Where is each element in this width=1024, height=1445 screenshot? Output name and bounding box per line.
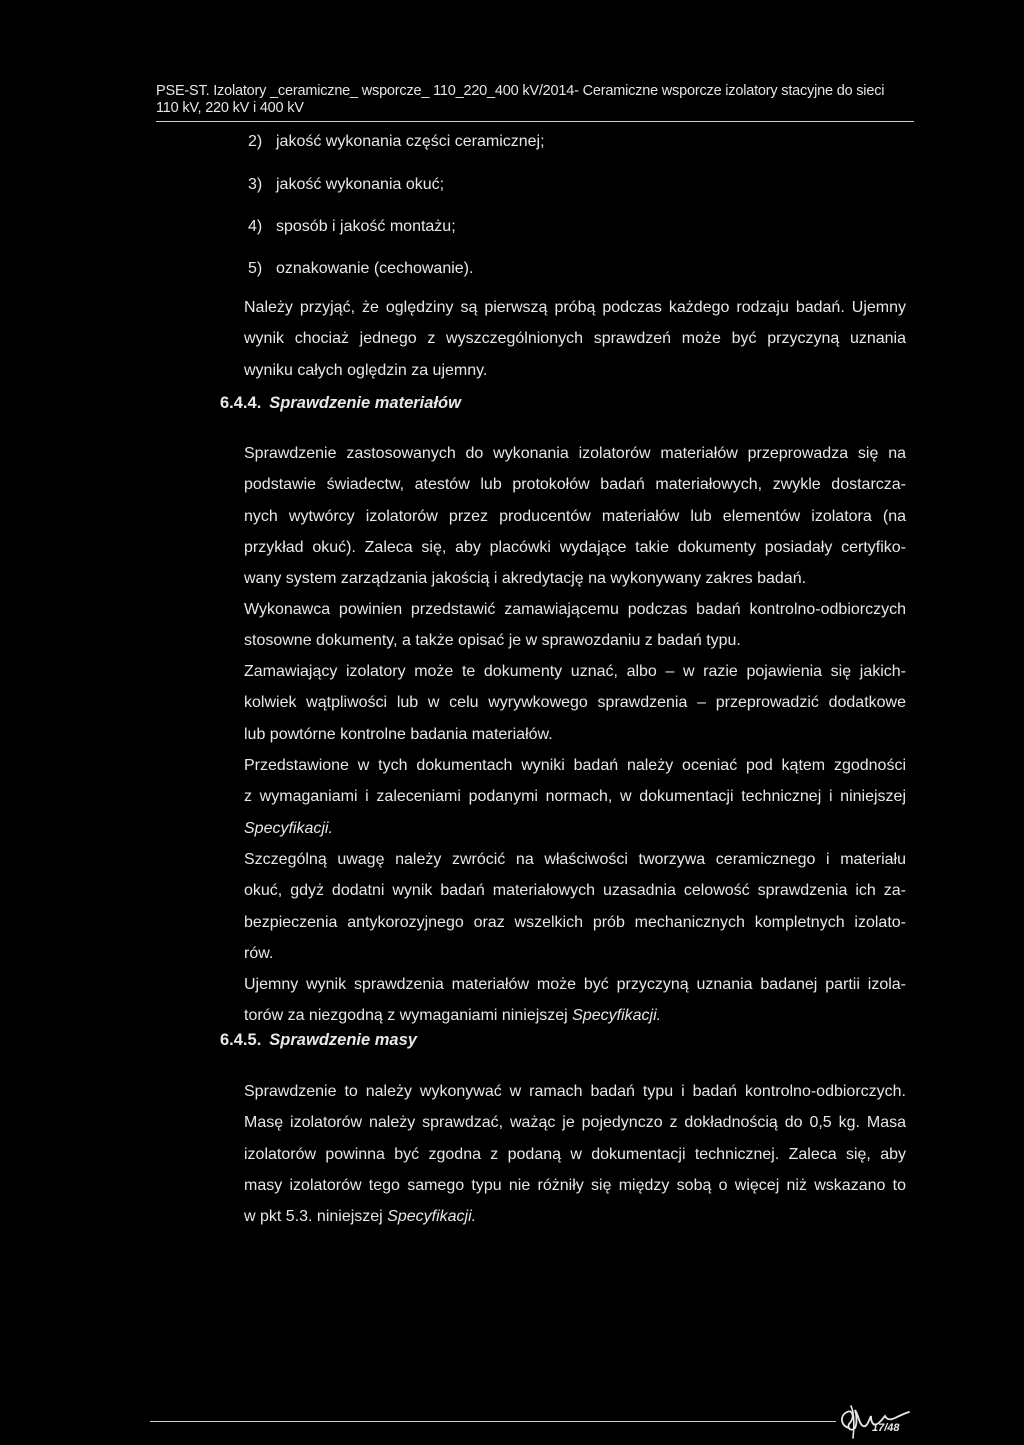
header-divider: [156, 121, 914, 122]
section-heading-6-4-5: [220, 1031, 417, 1050]
signature-mark: [835, 1398, 915, 1442]
header-line-1: PSE-ST. Izolatory _ceramiczne_ wsporcze_ 110_220_400 kV/2014- Ceramiczne wsporcze izolatory stacyjne do sieci: [156, 83, 885, 99]
section-heading-6-4-4: [220, 394, 461, 413]
section-title: Sprawdzenie materiałów: [269, 394, 461, 412]
paragraph-3: Zamawiający izolatory może te dokumenty uznać, albo – w razie pojawienia się jakich- kolwiek wątpliwości lub w celu wyrywkowego sprawdzenia – przeprowadzić dodatkowe lub powtórne kontrolne badania materiałów.: [244, 663, 906, 743]
header-line-2: 110 kV, 220 kV i 400 kV: [156, 100, 304, 116]
list-item: 4) sposób i jakość montażu;: [248, 218, 456, 235]
footer-divider: [150, 1421, 836, 1422]
section-number: 6.4.5.: [220, 1031, 262, 1049]
paragraph-1: Sprawdzenie zastosowanych do wykonania izolatorów materiałów przeprowadza się na podstawie świadectw, atestów lub protokołów badań materiałowych, zwykle dostarcza- nych wytwórcy izolatorów przez producentów materiałów lub elementów izolatora (na przykład okuć). Zaleca się, aby placówki wydające takie dokumenty posiadały certyfiko- wany system zarządzania jakością i akredytację na wykonywany zakres badań.: [244, 445, 906, 588]
paragraph-4: Przedstawione w tych dokumentach wyniki badań należy oceniać pod kątem zgodności z wymaganiami i zaleceniami podanymi normach, w dokumentacji technicznej i niniejszej Specyfikacji.: [244, 757, 906, 837]
intro-paragraph: Należy przyjąć, że oględziny są pierwszą próbą podczas każdego rodzaju badań. Ujemny wynik chociaż jednego z wyszczególnionych sprawdzeń może być przyczyną uznania wyniku całych oględzin za ujemny.: [244, 299, 906, 379]
signature-date: 17/48: [872, 1422, 900, 1434]
list-item: 3) jakość wykonania okuć;: [248, 176, 445, 193]
list-item: 5) oznakowanie (cechowanie).: [248, 260, 474, 277]
list-item: 2) jakość wykonania części ceramicznej;: [248, 133, 545, 150]
paragraph-2: Wykonawca powinien przedstawić zamawiającemu podczas badań kontrolno-odbiorczych stosowne dokumenty, a także opisać je w sprawozdaniu z badań typu.: [244, 601, 906, 650]
section-title: Sprawdzenie masy: [269, 1031, 417, 1049]
section-number: 6.4.4.: [220, 394, 262, 412]
paragraph-5: Szczególną uwagę należy zwrócić na właściwości tworzywa ceramicznego i materiału okuć, gdyż dodatni wynik badań materiałowych uzasadnia celowość sprawdzenia ich za- bezpieczenia antykorozyjnego oraz wszelkich prób mechanicznych kompletnych izolato- rów.: [244, 851, 906, 962]
paragraph-6: Ujemny wynik sprawdzenia materiałów może być przyczyną uznania badanej partii izola- torów za niezgodną z wymaganiami niniejszej Specyfikacji.: [244, 976, 906, 1025]
paragraph-7: Sprawdzenie to należy wykonywać w ramach badań typu i badań kontrolno-odbiorczych. Masę izolatorów należy sprawdzać, ważąc je pojedynczo z dokładnością do 0,5 kg. Masa izolatorów powinna być zgodna z podaną w dokumentacji technicznej. Zaleca się, aby masy izolatorów tego samego typu nie różniły się między sobą o więcej niż wskazano to w pkt 5.3. niniejszej Specyfikacji.: [244, 1083, 906, 1226]
